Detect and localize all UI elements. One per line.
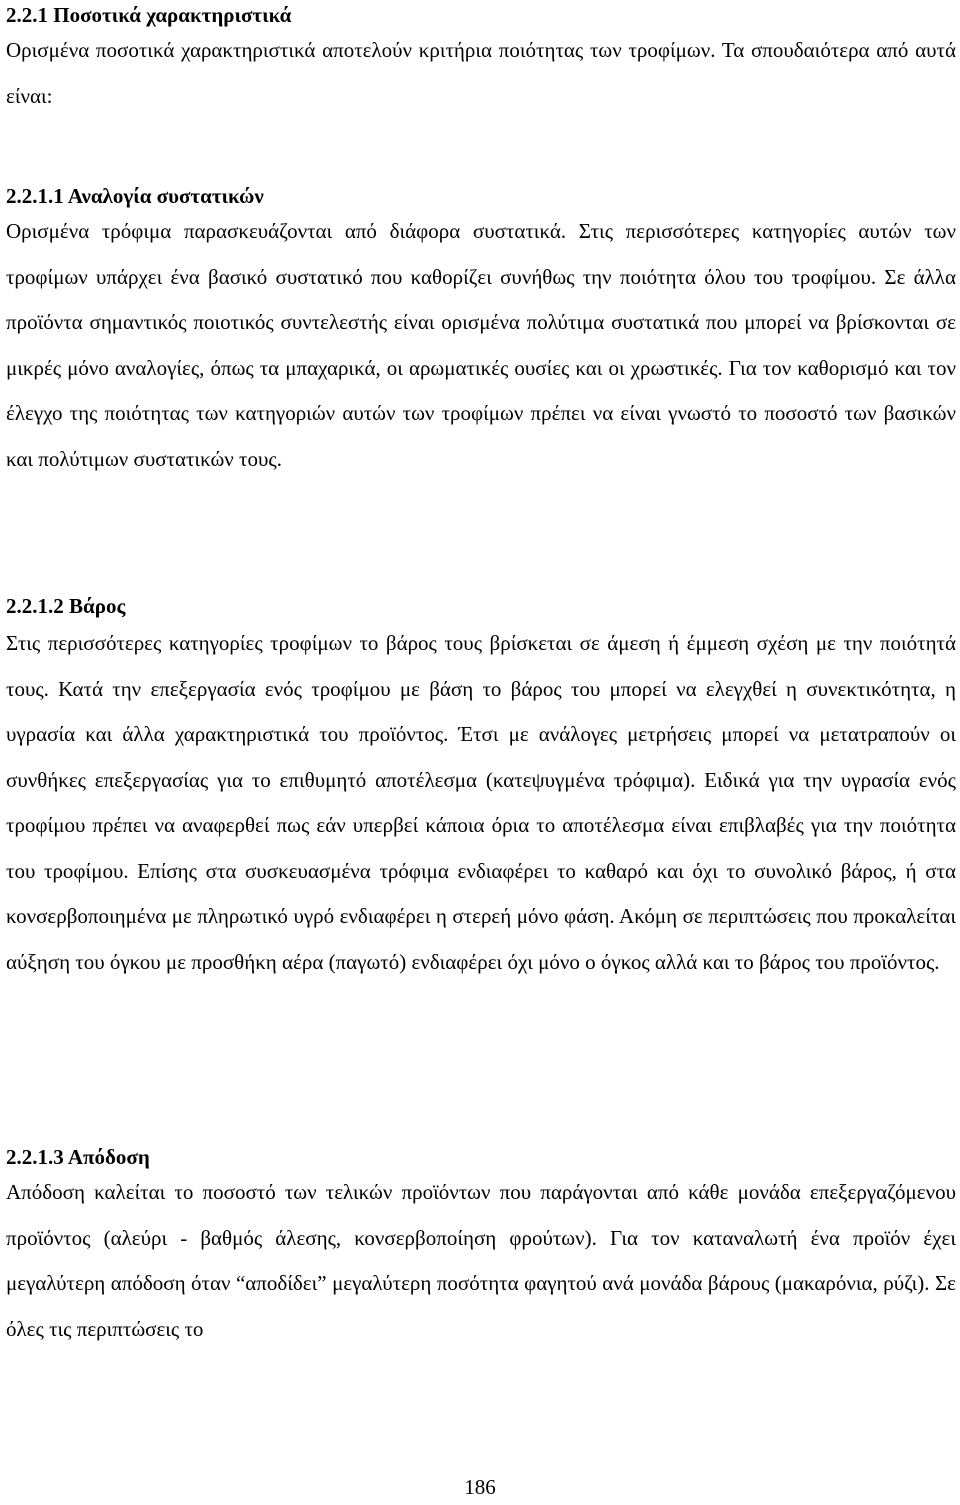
section-heading: 2.2.1 Ποσοτικά χαρακτηριστικά xyxy=(6,3,292,27)
page-number: 186 xyxy=(464,1475,496,1499)
subsection-text-weight: Στις περισσότερες κατηγορίες τροφίμων το βάρος τους βρίσκεται σε άμεση ή έμμεση σχέση με την ποιότητά τους. Κατά την επεξεργασία ενός τροφίμου με βάση το βάρος του μπορεί να ελεγχθεί η συνεκτικότητα, η υγρασία και άλλα χαρακτηριστικά του προϊόντος. Έτσι με ανάλογες μετρήσεις μπορεί να μετατραπούν οι συνθήκες επεξεργασίας για το επιθυμητό αποτέλεσμα (κατεψυγμένα τρόφιμα). Ειδικά για την υγρασία ενός τροφίμου πρέπει να αναφερθεί πως εάν υπερβεί κάποια όρια το αποτέλεσμα είναι επιβλαβές για την ποιότητα του τροφίμου. Επίσης στα συσκευασμένα τρόφιμα ενδιαφέρει το καθαρό και όχι το συνολικό βάρος, ή στα κονσερβοποιημένα με πληρωτικό υγρό ενδιαφέρει η στερεή μόνο φάση. Ακόμη σε περιπτώσεις που προκαλείται αύξηση του όγκου με προσθήκη αέρα (παγωτό) ενδιαφέρει όχι μόνο ο όγκος αλλά και το βάρος του προϊόντος. xyxy=(6,631,956,974)
subsection-heading-weight: 2.2.1.2 Βάρος xyxy=(6,594,126,618)
subsection-text-ratio: Ορισμένα τρόφιμα παρασκευάζονται από διάφορα συστατικά. Στις περισσότερες κατηγορίες αυτών των τροφίμων υπάρχει ένα βασικό συστατικό που καθορίζει συνήθως την ποιότητα όλου του τροφίμου. Σε άλλα προϊόντα σημαντικός ποιοτικός συντελεστής είναι ορισμένα πολύτιμα συστατικά που μπορεί να βρίσκονται σε μικρές μόνο αναλογίες, όπως τα μπαχαρικά, οι αρωματικές ουσίες και οι χρωστικές. Για τον καθορισμό και τον έλεγχο της ποιότητας των κατηγοριών αυτών των τροφίμων πρέπει να είναι γνωστό το ποσοστό των βασικών και πολύτιμων συστατικών τους. xyxy=(6,219,956,471)
subsection-text-yield: Απόδοση καλείται το ποσοστό των τελικών προϊόντων που παράγονται από κάθε μονάδα επεξεργαζόμενου προϊόντος (αλεύρι - βαθμός άλεσης, κονσερβοποίηση φρούτων). Για τον καταναλωτή ένα προϊόν έχει μεγαλύτερη απόδοση όταν “αποδίδει” μεγαλύτερη ποσότητα φαγητού ανά μονάδα βάρους (μακαρόνια, ρύζι). Σε όλες τις περιπτώσεις το xyxy=(6,1180,956,1341)
subsection-heading-ratio: 2.2.1.1 Αναλογία συστατικών xyxy=(6,184,264,208)
section-intro: Ορισμένα ποσοτικά χαρακτηριστικά αποτελούν κριτήρια ποιότητας των τροφίμων. Τα σπουδαιότερα από αυτά είναι: xyxy=(6,38,956,108)
subsection-heading-yield: 2.2.1.3 Απόδοση xyxy=(6,1145,150,1169)
